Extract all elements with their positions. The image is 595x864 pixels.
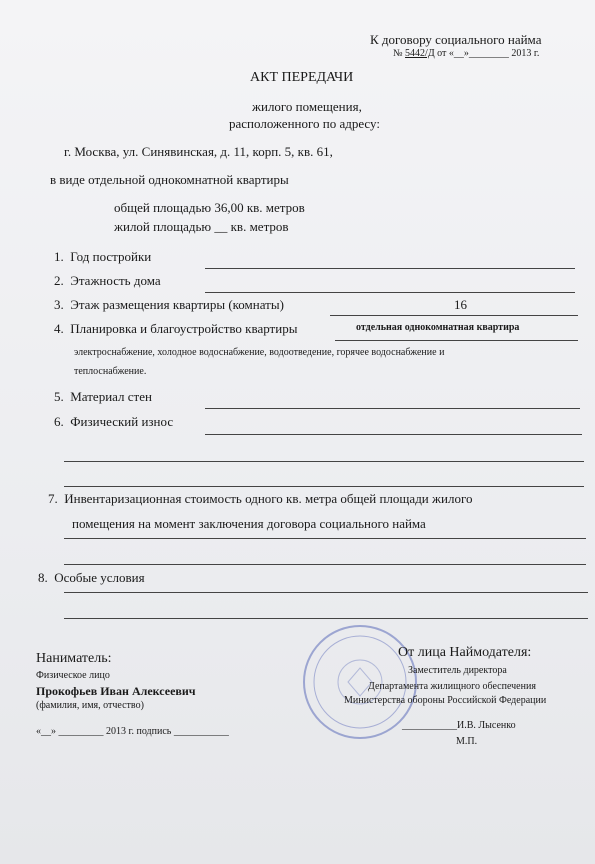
landlord-ministry: Министерства обороны Российской Федерации (344, 695, 547, 706)
total-area: общей площадью 36,00 кв. метров (114, 200, 305, 215)
item-6-line-b (64, 461, 584, 462)
item-1-label: Год постройки (70, 249, 152, 264)
item-8 (38, 570, 145, 586)
landlord-department: Департамента жилищного обеспечения (368, 681, 536, 692)
tenant-type: Физическое лицо (36, 670, 110, 681)
subtitle-line2: расположенного по адресу: (229, 116, 380, 131)
item-7-line-b (64, 564, 586, 565)
landlord-seal-place: М.П. (456, 736, 478, 747)
item-8-line-a (64, 592, 588, 593)
item-2-line (205, 292, 575, 293)
item-1-line (205, 268, 575, 269)
header-date-from: от «__» (437, 48, 469, 59)
item-4 (54, 321, 297, 337)
item-6-line-c (64, 486, 584, 487)
item-5-num: 5. (54, 389, 64, 404)
tenant-caption: (фамилия, имя, отчество) (36, 700, 144, 711)
landlord-signature-line (402, 720, 516, 731)
tenant-heading: Наниматель: (36, 651, 112, 666)
tenant-date-signature: «__» _________ 2013 г. подпись ___________ (36, 726, 229, 737)
landlord-signature-blank: ___________ (402, 720, 457, 731)
item-3-num: 3. (54, 297, 64, 312)
item-2-label: Этажность дома (70, 273, 161, 288)
apartment-type: в виде отдельной однокомнатной квартиры (50, 172, 289, 187)
item-6-num: 6. (54, 414, 64, 429)
item-6-line-a (205, 434, 582, 435)
subtitle-line1: жилого помещения, (252, 99, 362, 114)
item-4-line (335, 340, 578, 341)
item-5-line (205, 408, 580, 409)
header-number: 5442/Д (405, 48, 435, 59)
item-1 (54, 249, 151, 265)
landlord-signer: И.В. Лысенко (457, 720, 516, 731)
header-year: 2013 г. (511, 48, 540, 59)
item-3-value: 16 (454, 297, 467, 312)
item-6 (54, 414, 173, 430)
item-8-num: 8. (38, 570, 48, 585)
item-8-line-b (64, 618, 588, 619)
item-2-num: 2. (54, 273, 64, 288)
item-3-label: Этаж размещения квартиры (комнаты) (70, 297, 284, 312)
item-7-num: 7. (48, 491, 58, 506)
item-8-label: Особые условия (54, 570, 145, 585)
item-7-line-a (64, 538, 586, 539)
item-4-label: Планировка и благоустройство квартиры (70, 321, 298, 336)
tenant-name: Прокофьев Иван Алексеевич (36, 684, 196, 698)
item-4-value: отдельная однокомнатная квартира (356, 322, 520, 333)
living-area: жилой площадью __ кв. метров (114, 219, 289, 234)
item-4-cont2: теплоснабжение. (74, 366, 147, 377)
header-contract: К договору социального найма (370, 32, 542, 47)
header-date-blank: ________ (468, 48, 509, 59)
item-6-label: Физический износ (70, 414, 174, 429)
landlord-position: Заместитель директора (408, 665, 507, 676)
item-7-label-line1: Инвентаризационная стоимость одного кв. метра общей площади жилого (64, 491, 473, 506)
item-4-cont1: электроснабжение, холодное водоснабжение, водоотведение, горячее водоснабжение и (74, 347, 445, 358)
landlord-heading: От лица Наймодателя: (398, 645, 532, 660)
header-number-line (393, 48, 539, 59)
item-7 (48, 491, 472, 507)
item-5 (54, 389, 152, 405)
item-2 (54, 273, 161, 289)
item-3-line (330, 315, 578, 316)
item-7-label-line2: помещения на момент заключения договора социального найма (72, 516, 426, 531)
address: г. Москва, ул. Синявинская, д. 11, корп. 5, кв. 61, (64, 144, 333, 159)
item-4-num: 4. (54, 321, 64, 336)
item-5-label: Материал стен (70, 389, 152, 404)
page-title: АКТ ПЕРЕДАЧИ (250, 70, 354, 85)
header-number-prefix: № (393, 48, 403, 59)
item-1-num: 1. (54, 249, 64, 264)
item-3 (54, 297, 284, 313)
